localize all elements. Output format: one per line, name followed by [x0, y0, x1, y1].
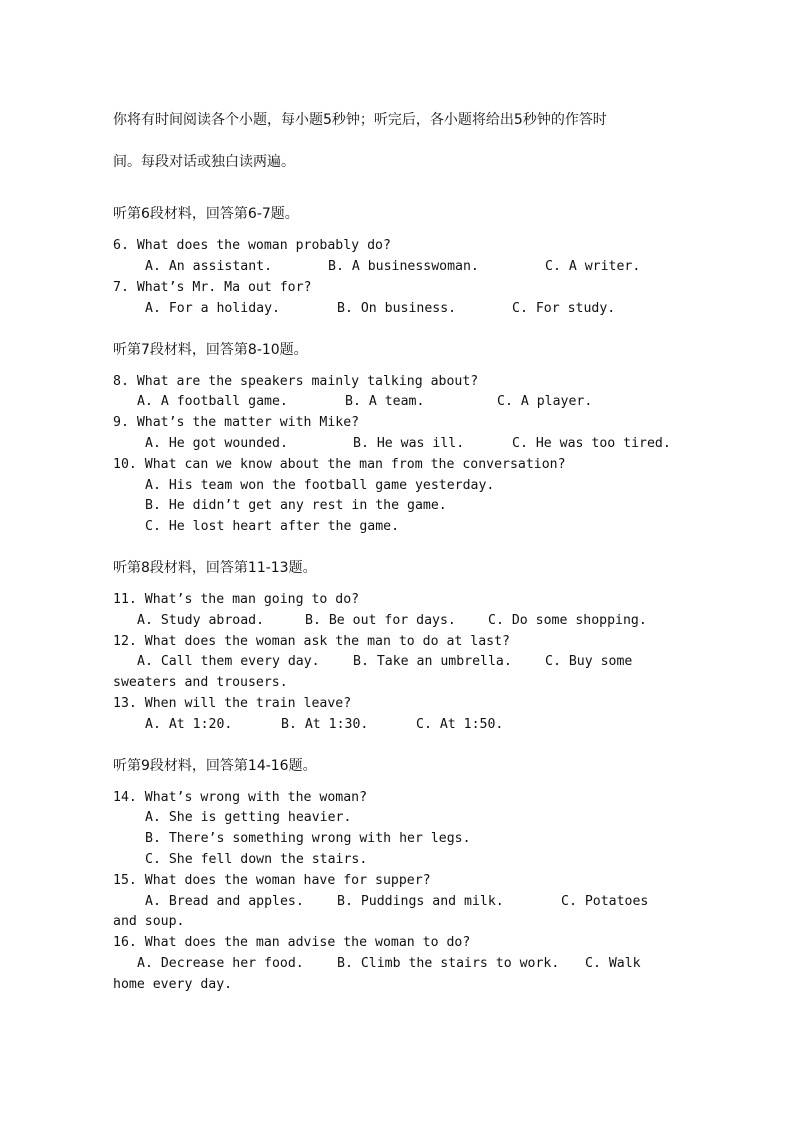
q13-option-b: B. At 1:30. [281, 717, 369, 732]
q10-option-b: B. He didn’t get any rest in the game. [145, 498, 447, 513]
q11-option-c: C. Do some shopping. [488, 613, 647, 628]
section-heading-9: 听第9段材料，回答第14-16题。 [113, 758, 317, 774]
q13-option-c: C. At 1:50. [416, 717, 504, 732]
q10-option-a: A. His team won the football game yesterday. [145, 478, 495, 493]
q12-option-b: B. Take an umbrella. [353, 654, 512, 669]
q9-option-c: C. He was too tired. [512, 436, 671, 451]
q13-option-a: A. At 1:20. [145, 717, 233, 732]
section-heading-8: 听第8段材料，回答第11-13题。 [113, 560, 317, 576]
q8-option-a: A. A football game. [137, 394, 288, 409]
intro-line-2: 间。每段对话或独白读两遍。 [113, 154, 295, 170]
question-11: 11. What’s the man going to do? [113, 592, 360, 607]
question-10: 10. What can we know about the man from the conversation? [113, 457, 566, 472]
q6-option-b: B. A businesswoman. [328, 259, 479, 274]
question-13: 13. When will the train leave? [113, 696, 352, 711]
q14-option-b: B. There’s something wrong with her legs. [145, 831, 471, 846]
q9-option-b: B. He was ill. [353, 436, 465, 451]
q7-option-c: C. For study. [512, 301, 616, 316]
q15-option-c-continued: and soup. [113, 914, 185, 929]
q12-option-a: A. Call them every day. [137, 654, 320, 669]
intro-line-1: 你将有时间阅读各个小题，每小题5秒钟；听完后，各小题将给出5秒钟的作答时 [113, 112, 607, 128]
q16-option-b: B. Climb the stairs to work. [337, 956, 560, 971]
section-heading-7: 听第7段材料，回答第8-10题。 [113, 342, 308, 358]
q10-option-c: C. He lost heart after the game. [145, 519, 400, 534]
question-7: 7. What’s Mr. Ma out for? [113, 280, 312, 295]
q16-option-a: A. Decrease her food. [137, 956, 304, 971]
q6-option-c: C. A writer. [545, 259, 641, 274]
question-12: 12. What does the woman ask the man to do at last? [113, 634, 510, 649]
question-15: 15. What does the woman have for supper? [113, 873, 431, 888]
q9-option-a: A. He got wounded. [145, 436, 288, 451]
q8-option-b: B. A team. [345, 394, 425, 409]
question-16: 16. What does the man advise the woman to do? [113, 935, 471, 950]
q6-option-a: A. An assistant. [145, 259, 273, 274]
question-14: 14. What’s wrong with the woman? [113, 790, 368, 805]
q16-option-c-continued: home every day. [113, 977, 233, 992]
q15-option-c: C. Potatoes [561, 894, 649, 909]
q8-option-c: C. A player. [497, 394, 593, 409]
q12-option-c: C. Buy some [545, 654, 633, 669]
question-9: 9. What’s the matter with Mike? [113, 415, 360, 430]
q11-option-b: B. Be out for days. [305, 613, 456, 628]
question-8: 8. What are the speakers mainly talking about? [113, 374, 479, 389]
q11-option-a: A. Study abroad. [137, 613, 265, 628]
q14-option-a: A. She is getting heavier. [145, 810, 352, 825]
q16-option-c: C. Walk [585, 956, 641, 971]
q7-option-a: A. For a holiday. [145, 301, 280, 316]
section-heading-6: 听第6段材料，回答第6-7题。 [113, 206, 299, 222]
q15-option-a: A. Bread and apples. [145, 894, 304, 909]
q14-option-c: C. She fell down the stairs. [145, 852, 368, 867]
q15-option-b: B. Puddings and milk. [337, 894, 504, 909]
question-6: 6. What does the woman probably do? [113, 238, 391, 253]
q12-option-c-continued: sweaters and trousers. [113, 675, 288, 690]
q7-option-b: B. On business. [337, 301, 457, 316]
